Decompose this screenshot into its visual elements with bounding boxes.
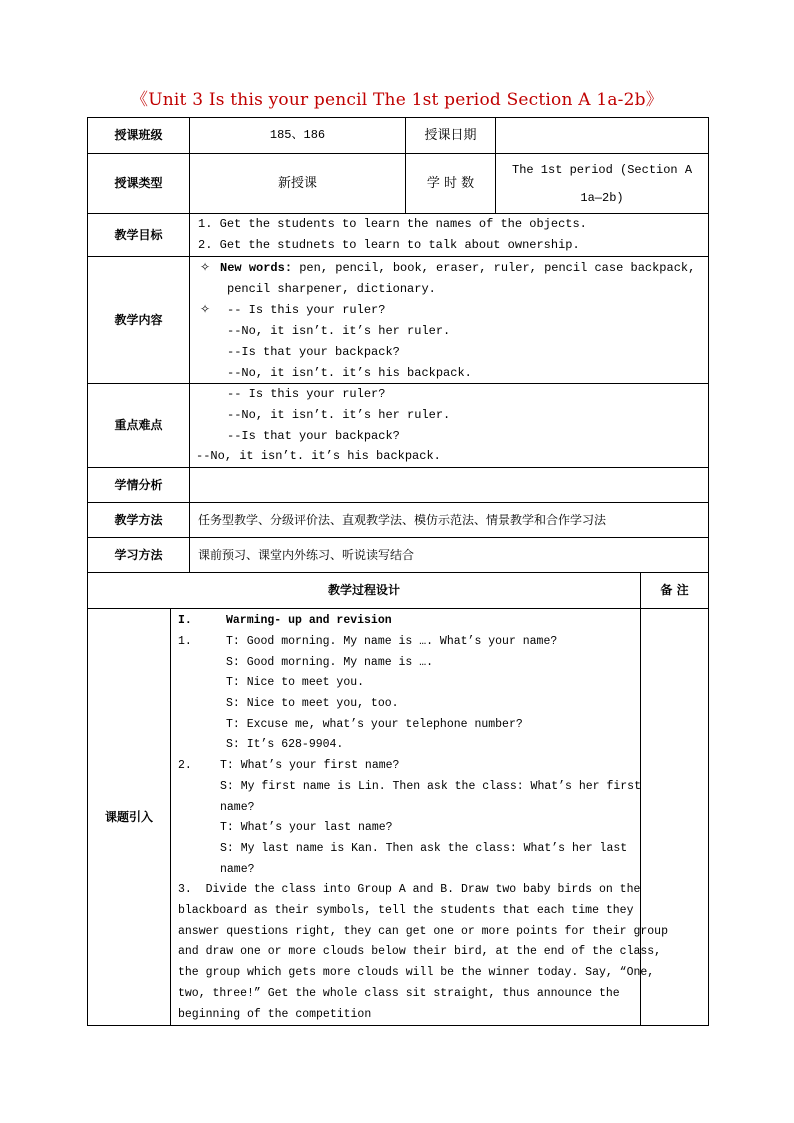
- method-value: 任务型教学、分级评价法、直观教学法、模仿示范法、情景教学和合作学习法: [190, 503, 709, 538]
- type-row: [88, 154, 709, 214]
- method-row: [88, 503, 709, 538]
- goal-item: 1. Get the students to learn the names of the objects.: [198, 217, 587, 231]
- goals-label: 教学目标: [88, 214, 190, 257]
- hours-value-line1: The 1st period (Section A: [512, 162, 693, 177]
- goal-item: 2. Get the studnets to learn to talk about ownership.: [198, 238, 580, 252]
- document-title: 《Unit 3 Is this your pencil The 1st period Section A 1a-2b》: [131, 90, 663, 110]
- type-label: 授课类型: [88, 154, 190, 214]
- hours-value-line2: 1a—2b): [580, 190, 624, 205]
- notes-header: 备 注: [641, 573, 709, 609]
- hours-label: 学 时 数: [406, 154, 496, 214]
- item-number: 1.: [178, 634, 192, 648]
- class-label: 授课班级: [88, 118, 190, 154]
- item-number: 2.: [178, 759, 192, 773]
- heading-number: I.: [178, 614, 192, 628]
- paragraph-line: two, three!” Get the whole class sit straight, thus announce the: [178, 986, 620, 1000]
- notes-cell: [641, 609, 709, 1026]
- analysis-value: [190, 468, 709, 503]
- new-words-list-2: pencil sharpener, dictionary.: [227, 281, 436, 296]
- class-value: 185、186: [190, 118, 406, 154]
- analysis-row: [88, 468, 709, 503]
- method-label: 教学方法: [88, 503, 190, 538]
- dialog-line: T: Excuse me, what’s your telephone number?: [226, 717, 523, 731]
- goals-value: [190, 214, 709, 257]
- process-body-row: [88, 609, 709, 1026]
- key-points-value: [190, 384, 709, 468]
- paragraph-line: blackboard as their symbols, tell the students that each time they: [178, 904, 634, 918]
- content-value: [190, 257, 709, 384]
- key-line: -- Is this your ruler?: [227, 387, 386, 402]
- paragraph-line: and draw one or more clouds below their bird, at the end of the class,: [178, 945, 662, 959]
- dialog-line: S: It’s 628-9904.: [226, 738, 344, 752]
- dialog-line: T: Good morning. My name is …. What’s your name?: [226, 634, 558, 648]
- process-header-row: [88, 573, 709, 609]
- diamond-bullet-icon: ✧: [200, 260, 211, 274]
- dialog-line: name?: [220, 862, 255, 876]
- key-line: --Is that your backpack?: [227, 428, 400, 443]
- type-value: 新授课: [190, 154, 406, 214]
- diamond-bullet-icon: ✧: [200, 302, 211, 317]
- dialog-line: S: Good morning. My name is ….: [226, 655, 434, 669]
- heading-text: Warming- up and revision: [226, 614, 392, 628]
- paragraph-line: 3. Divide the class into Group A and B. Draw two baby birds on the: [178, 883, 641, 897]
- dialog-line: name?: [220, 800, 255, 814]
- learn-label: 学习方法: [88, 538, 190, 573]
- dialog-line: T: What’s your last name?: [220, 821, 393, 835]
- key-line: --No, it isn’t. it’s her ruler.: [227, 408, 451, 423]
- key-line: --No, it isn’t. it’s his backpack.: [196, 449, 441, 464]
- dialog-line: S: My last name is Kan. Then ask the class: What’s her last: [220, 841, 628, 855]
- class-row: [88, 118, 709, 154]
- dialog-line: --No, it isn’t. it’s his backpack.: [227, 365, 472, 380]
- dialog-line: S: My first name is Lin. Then ask the class: What’s her first: [220, 779, 641, 793]
- process-header: 教学过程设计: [88, 573, 641, 609]
- dialog-line: --Is that your backpack?: [227, 344, 400, 359]
- learn-value: 课前预习、课堂内外练习、听说读写结合: [190, 538, 709, 573]
- analysis-label: 学情分析: [88, 468, 190, 503]
- content-label: 教学内容: [88, 257, 190, 384]
- dialog-line: S: Nice to meet you, too.: [226, 697, 399, 711]
- hours-value: [496, 154, 709, 214]
- key-points-label: 重点难点: [88, 384, 190, 468]
- paragraph-line: beginning of the competition: [178, 1007, 372, 1021]
- process-content: [171, 609, 668, 1026]
- dialog-line: T: Nice to meet you.: [226, 676, 365, 690]
- paragraph-line: answer questions right, they can get one or more points for their group: [178, 924, 668, 938]
- learn-row: [88, 538, 709, 573]
- dialog-line: --No, it isn’t. it’s her ruler.: [227, 324, 451, 339]
- key-points-row: [88, 384, 709, 468]
- date-label: 授课日期: [406, 118, 496, 154]
- content-row: [88, 257, 709, 384]
- new-words-list-1: pen, pencil, book, eraser, ruler, pencil case backpack,: [292, 261, 696, 275]
- dialog-line: -- Is this your ruler?: [227, 303, 386, 318]
- new-words-prefix: New words:: [220, 261, 293, 275]
- dialog-line: T: What’s your first name?: [220, 759, 400, 773]
- lesson-plan-table: [87, 117, 709, 1026]
- goals-row: [88, 214, 709, 257]
- process-section-label: 课题引入: [88, 609, 171, 1026]
- paragraph-line: the group which gets more clouds will be the winner today. Say, “One,: [178, 966, 655, 980]
- date-value: [496, 118, 709, 154]
